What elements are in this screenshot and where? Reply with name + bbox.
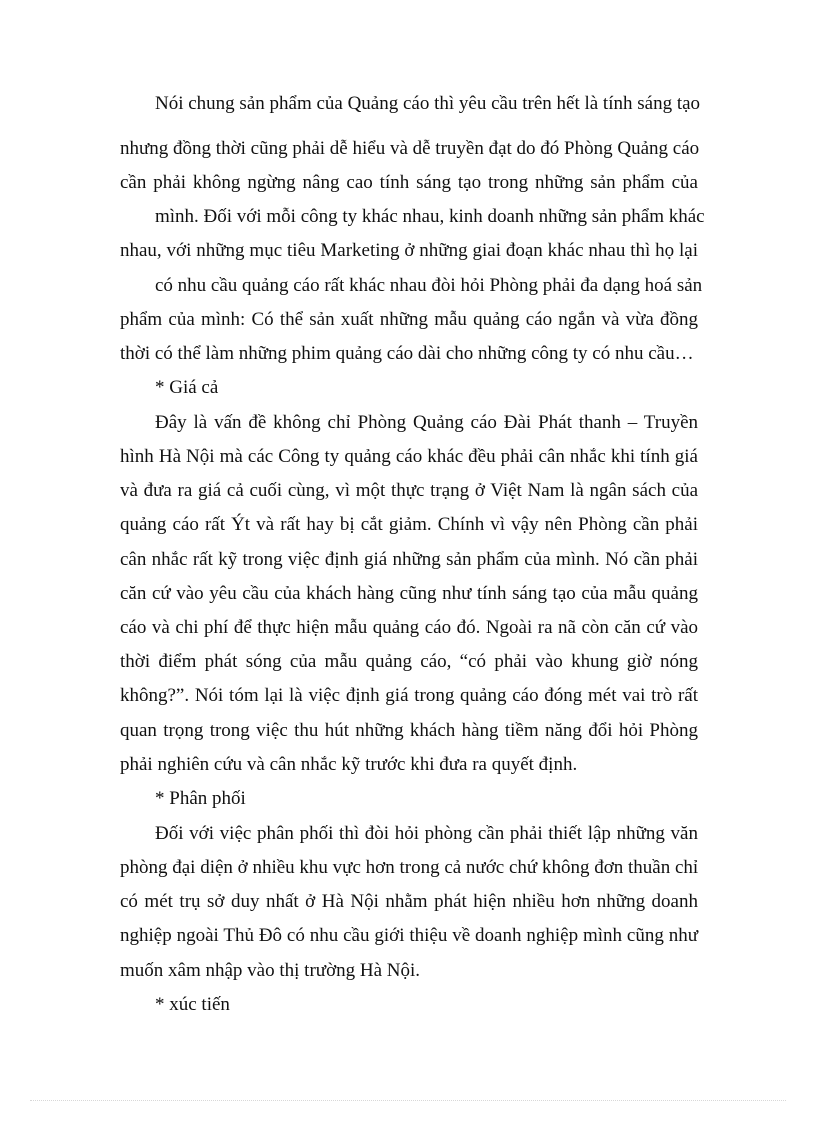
paragraph-line: thời có thể làm những phim quảng cáo dài cho những công ty có nhu cầu…: [120, 343, 694, 364]
paragraph-line: hình Hà Nội mà các Công ty quảng cáo khác đều phải cân nhắc khi tính giá: [120, 446, 698, 467]
page-bottom-rule: [30, 1100, 786, 1101]
paragraph-line: nhau, với những mục tiêu Marketing ở những giai đoạn khác nhau thì họ lại: [120, 240, 698, 261]
section-heading: * Phân phối: [155, 788, 246, 809]
paragraph-line: cân nhắc rất kỹ trong việc định giá những sản phẩm của mình. Nó cần phải: [120, 549, 698, 570]
paragraph-line: Đối với việc phân phối thì đòi hỏi phòng cần phải thiết lập những văn: [155, 823, 698, 844]
paragraph-line: phòng đại diện ở nhiều khu vực hơn trong cả nước chứ không đơn thuần chỉ: [120, 857, 699, 878]
paragraph-line: quảng cáo rất Ýt và rất hay bị cắt giảm. Chính vì vậy nên Phòng cần phải: [120, 514, 698, 535]
paragraph-line: nghiệp ngoài Thủ Đô có nhu cầu giới thiệu về doanh nghiệp mình cũng như: [120, 925, 698, 946]
paragraph-line: Nói chung sản phẩm của Quảng cáo thì yêu cầu trên hết là tính sáng tạo: [155, 93, 701, 114]
paragraph-line: thời điểm phát sóng của mẫu quảng cáo, “có phải vào khung giờ nóng: [120, 651, 698, 672]
paragraph-line: phẩm của mình: Có thể sản xuất những mẫu quảng cáo ngắn và vừa đồng: [120, 309, 698, 330]
paragraph-line: có nhu cầu quảng cáo rất khác nhau đòi hỏi Phòng phải đa dạng hoá sản: [155, 275, 703, 296]
paragraph-line: căn cứ vào yêu cầu của khách hàng cũng như tính sáng tạo của mẫu quảng: [120, 583, 698, 604]
paragraph-line: muốn xâm nhập vào thị trường Hà Nội.: [120, 960, 421, 981]
paragraph-line: quan trọng trong việc thu hút những khách hàng tiềm năng đổi hỏi Phòng: [120, 720, 698, 741]
section-heading: * xúc tiến: [155, 994, 230, 1015]
paragraph-line: Đây là vấn đề không chỉ Phòng Quảng cáo Đài Phát thanh – Truyền: [155, 412, 698, 433]
paragraph-line: phải nghiên cứu và cân nhắc kỹ trước khi đưa ra quyết định.: [120, 754, 578, 775]
paragraph-line: và đưa ra giá cả cuối cùng, vì một thực trạng ở Việt Nam là ngân sách của: [120, 480, 698, 501]
paragraph-line: có mét trụ sở duy nhất ở Hà Nội nhằm phát hiện nhiều hơn những doanh: [120, 891, 698, 912]
section-heading: * Giá cả: [155, 377, 219, 398]
paragraph-line: mình. Đối với mỗi công ty khác nhau, kinh doanh những sản phẩm khác: [155, 206, 705, 227]
paragraph-line: cần phải không ngừng nâng cao tính sáng tạo trong những sản phẩm của: [120, 172, 698, 193]
paragraph-line: cáo và chi phí để thực hiện mẫu quảng cáo đó. Ngoài ra nã còn căn cứ vào: [120, 617, 698, 638]
paragraph-line: không?”. Nói tóm lại là việc định giá trong quảng cáo đóng mét vai trò rất: [120, 685, 698, 706]
paragraph-line: nhưng đồng thời cũng phải dễ hiểu và dễ truyền đạt do đó Phòng Quảng cáo: [120, 138, 700, 159]
